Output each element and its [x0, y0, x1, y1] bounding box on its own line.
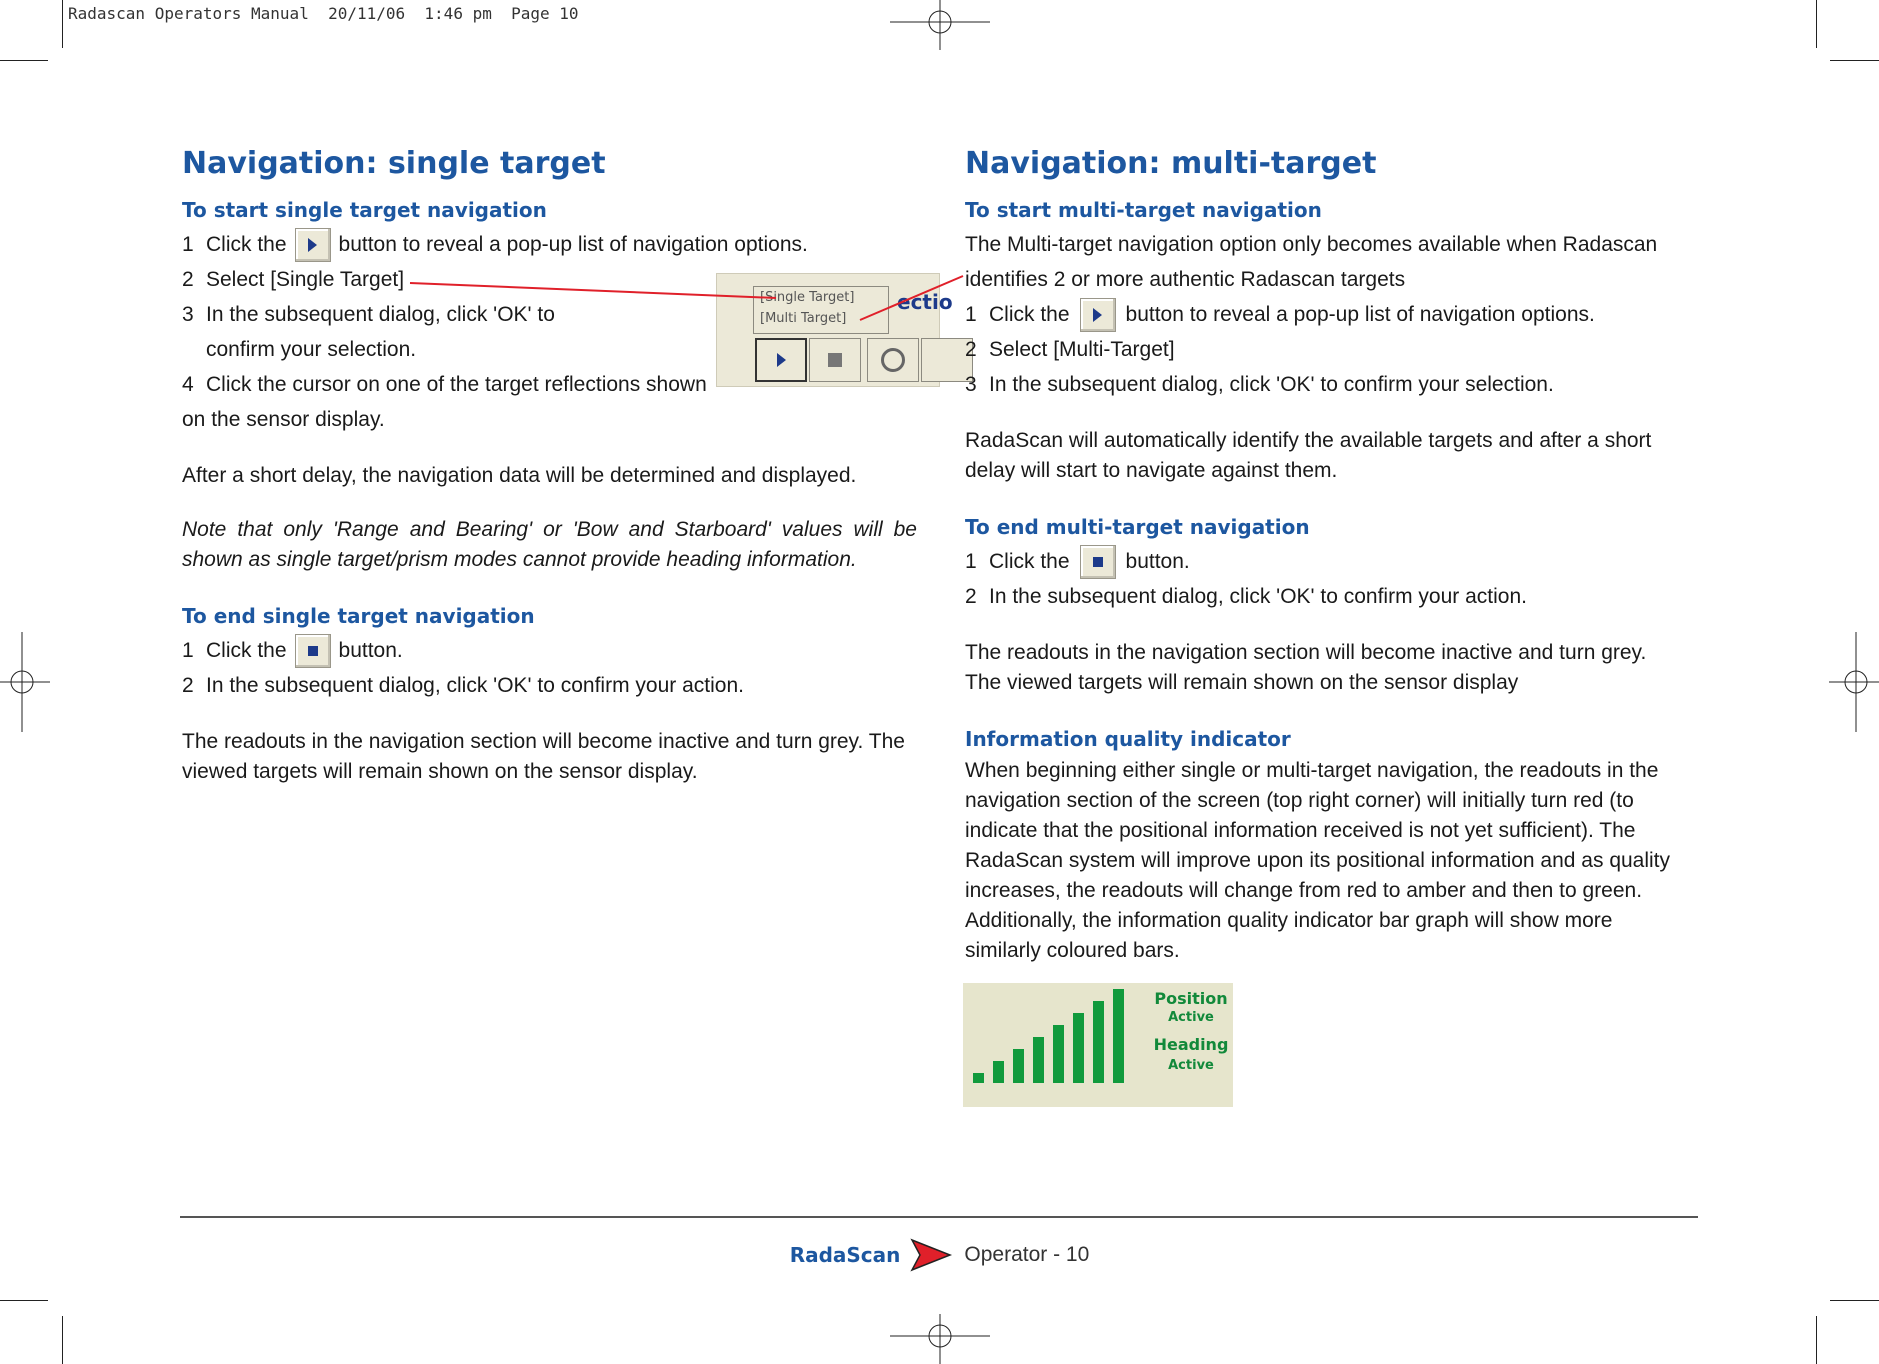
subheading: To end multi-target navigation [965, 515, 1310, 539]
note-paragraph: Note that only 'Range and Bearing' or 'Bow and Starboard' values will be shown as single target/prism modes cannot provide heading information. [182, 518, 917, 571]
quality-indicator-screenshot [963, 983, 1233, 1107]
section-title: Navigation: single target [182, 146, 606, 181]
position-status: Active [1168, 1010, 1214, 1025]
section-label-fragment: ectio [897, 290, 953, 314]
quality-bar [973, 1073, 984, 1083]
subheading: To start multi-target navigation [965, 198, 1322, 222]
page-footer [0, 1237, 1879, 1273]
list-item: 3 In the subsequent dialog, click 'OK' to confirm your selection. [965, 373, 1554, 396]
list-item: 3 In the subsequent dialog, click 'OK' to [182, 303, 555, 326]
subheading: To start single target navigation [182, 198, 547, 222]
list-item: 4 Click the cursor on one of the target reflections shown [182, 373, 707, 396]
arrow-logo-icon [910, 1238, 952, 1272]
play-button[interactable] [1080, 298, 1116, 332]
quality-bar [1093, 1001, 1104, 1083]
list-item: 1 Click the button. [182, 633, 917, 668]
right-column [965, 145, 1685, 966]
quality-bar [1053, 1025, 1064, 1083]
paragraph: The readouts in the navigation section will become inactive and turn grey. The viewed targets will remain shown on the sensor display. [182, 730, 905, 783]
subheading: Information quality indicator [965, 727, 1291, 751]
paragraph: After a short delay, the navigation data will be determined and displayed. [182, 464, 857, 487]
quality-bar [1013, 1049, 1024, 1083]
list-item: 2 In the subsequent dialog, click 'OK' to confirm your action. [965, 585, 1527, 608]
paragraph: The Multi-target navigation option only becomes available when Radascan identifies 2 or more authentic Radascan targets [965, 233, 1658, 291]
stop-button[interactable] [1080, 545, 1116, 579]
heading-status: Active [1168, 1058, 1214, 1073]
heading-label: Heading [1153, 1035, 1229, 1054]
paragraph: RadaScan will automatically identify the available targets and after a short delay will start to navigate against them. [965, 429, 1652, 482]
quality-bar [993, 1061, 1004, 1083]
menu-item-multi-target[interactable]: [Multi Target] [760, 311, 847, 326]
subheading: To end single target navigation [182, 604, 535, 628]
list-item: 1 Click the button to reveal a pop-up list of navigation options. [965, 297, 1685, 332]
list-item: 2 Select [Single Target] [182, 268, 405, 291]
list-item: 1 Click the button to reveal a pop-up list of navigation options. [182, 227, 917, 262]
list-item: 2 In the subsequent dialog, click 'OK' to confirm your action. [182, 674, 744, 697]
list-item: 1 Click the button. [965, 544, 1685, 579]
menu-item-single-target[interactable]: [Single Target] [760, 290, 855, 305]
paragraph: The readouts in the navigation section will become inactive and turn grey. The viewed targets will remain shown on the sensor display [965, 641, 1647, 694]
stop-icon [1093, 557, 1103, 567]
list-item-continuation: on the sensor display. [182, 408, 385, 431]
page-number: Operator - 10 [964, 1243, 1090, 1266]
quality-bar [1073, 1013, 1084, 1083]
callout-line-single-target [410, 283, 776, 298]
list-item: 2 Select [Multi-Target] [965, 338, 1175, 361]
quality-bar [1113, 989, 1124, 1083]
callout-line-multi-target [860, 276, 963, 320]
brand-name: RadaScan [789, 1243, 901, 1267]
section-title: Navigation: multi-target [965, 146, 1377, 181]
paragraph: When beginning either single or multi-target navigation, the readouts in the navigation section of the screen (top right corner) will initially turn red (to indicate that the positional information received is not yet sufficient). The RadaScan system will improve upon its positional information and as quality increases, the readouts will change from red to amber and then to green. Additionally, the information quality indicator bar graph will show more similarly coloured bars. [965, 759, 1671, 962]
quality-bar [1033, 1037, 1044, 1083]
play-icon [1093, 308, 1102, 322]
footer-rule [180, 1216, 1698, 1218]
list-item-continuation: confirm your selection. [206, 338, 417, 361]
print-slug: Radascan Operators Manual 20/11/06 1:46 pm Page 10 [68, 4, 579, 23]
position-label: Position [1154, 989, 1228, 1008]
